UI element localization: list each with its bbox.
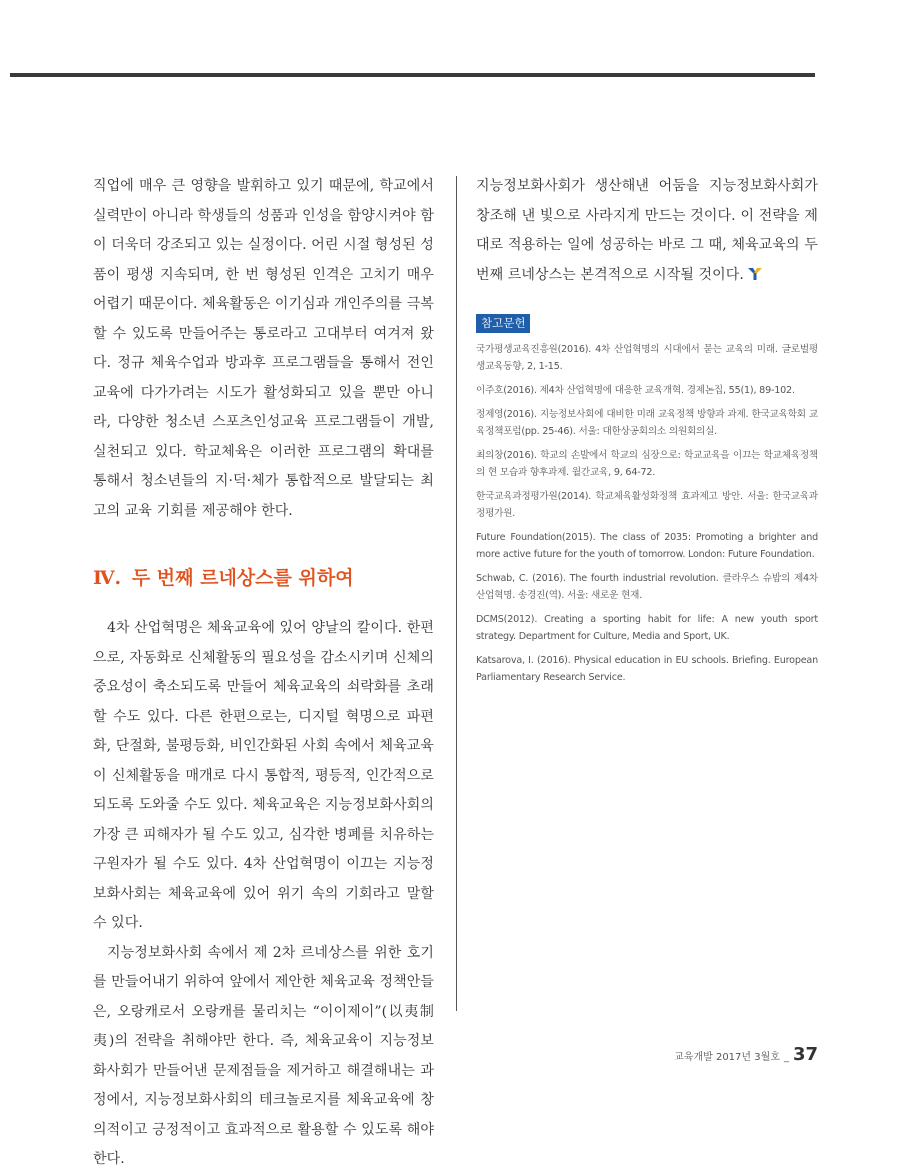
left-paragraph-1: 직업에 매우 큰 영향을 발휘하고 있기 때문에, 학교에서 실력만이 아니라 학생들의 성품과 인성을 함양시켜야 함이 더욱더 강조되고 있는 실정이다. 어린 시절 형성된 성품이 평생 지속되며, 한 번 형성된 인격은 고치기 매우 어렵기 때문이다. 체육활동은 이기심과 개인주의를 극복할 수 있도록 만들어주는 통로라고 고대부터 여겨져 왔다. 정규 체육수업과 방과후 프로그램들을 통해서 전인교육에 다가가려는 시도가 활성화되고 있을 뿐만 아니라, 다양한 청소년 스포츠인성교육 프로그램들이 개발, 실천되고 있다. 학교체육은 이러한 프로그램의 확대를 통해서 청소년들의 지·덕·체가 통합적으로 발달되는 최고의 교육 기회를 제공해야 한다. xyxy=(93,178,434,519)
references-label: 참고문헌 xyxy=(476,314,530,333)
reference-item: 이주호(2016). 제4차 산업혁명에 대응한 교육개혁. 경제논집, 55(1), 89-102. xyxy=(476,385,795,396)
section-title: 두 번째 르네상스를 위하여 xyxy=(131,567,354,589)
reference-item: Future Foundation(2015). The class of 2035: Promoting a brighter and more active future for the youth of tomorrow. London: Future Foundation. xyxy=(476,532,818,560)
right-paragraph-1 xyxy=(476,172,818,290)
reference-item: Schwab, C. (2016). The fourth industrial revolution. 클라우스 슈밥의 제4차 산업혁명. 송경진(역). 서울: 새로운 현재. xyxy=(476,573,818,601)
reference-item: 국가평생교육진흥원(2016). 4차 산업혁명의 시대에서 묻는 교육의 미래. 글로벌평생교육동향, 2, 1-15. xyxy=(476,344,818,372)
top-rule xyxy=(10,73,815,77)
references-list xyxy=(476,341,818,686)
footer-separator: _ xyxy=(783,1052,789,1063)
reference-item: DCMS(2012). Creating a sporting habit for life: A new youth sport strategy. Department for Culture, Media and Sport, UK. xyxy=(476,614,818,642)
left-paragraph-2: 4차 산업혁명은 체육교육에 있어 양날의 칼이다. 한편으로, 자동화로 신체활동의 필요성을 감소시키며 신체의 중요성이 축소되도록 만들어 체육교육의 쇠락화를 초래할 수도 있다. 다른 한편으로는, 디지털 혁명으로 파편화, 단절화, 불평등화, 비인간화된 사회 속에서 체육교육이 신체활동을 매개로 다시 통합적, 평등적, 인간적으로 되도록 도와줄 수도 있다. 체육교육은 지능정보화사회의 가장 큰 피해자가 될 수도 있고, 심각한 병폐를 치유하는 구원자가 될 수도 있다. 4차 산업혁명이 이끄는 지능정보화사회는 체육교육에 있어 위기 속의 기회라고 말할 수 있다. xyxy=(93,620,434,931)
section-heading xyxy=(93,566,434,590)
journal-name: 교육개발 2017년 3월호 xyxy=(674,1052,780,1063)
column-divider xyxy=(456,176,457,1011)
left-paragraph-3: 지능정보화사회 속에서 제 2차 르네상스를 위한 호기를 만들어내기 위하여 앞에서 제안한 체육교육 정책안들은, 오랑캐로서 오랑캐를 물리치는 “이이제이”(以夷制夷)의 전략을 취해야만 한다. 즉, 체육교육이 지능정보화사회가 만들어낸 문제점들을 제거하고 해결해내는 과정에서, 지능정보화사회의 테크놀로지를 체육교육에 창의적이고 긍정적이고 효과적으로 활용할 수 있도록 해야 한다. xyxy=(93,944,434,1167)
reference-item: 한국교육과정평가원(2014). 학교체육활성화정책 효과제고 방안. 서울: 한국교육과정평가원. xyxy=(476,491,818,519)
page-footer xyxy=(674,1044,818,1065)
right-column xyxy=(476,172,818,693)
page-number: 37 xyxy=(792,1044,818,1065)
right-paragraph-1-text: 지능정보화사회가 생산해낸 어둠을 지능정보화사회가 창조해 낸 빛으로 사라지게 만드는 것이다. 이 전략을 제대로 적용하는 일에 성공하는 바로 그 때, 체육교육의 두 번째 르네상스는 본격적으로 시작될 것이다. xyxy=(476,178,818,283)
reference-item: 최의창(2016). 학교의 손발에서 학교의 심장으로: 학교교육을 이끄는 학교체육정책의 현 모습과 향후과제. 월간교육, 9, 64-72. xyxy=(476,450,818,478)
left-column xyxy=(93,172,434,1175)
end-of-article-icon xyxy=(747,265,763,281)
section-number: Ⅳ. xyxy=(93,567,122,589)
reference-item: Katsarova, I. (2016). Physical education in EU schools. Briefing. European Parliamentary Research Service. xyxy=(476,655,818,683)
reference-item: 정제영(2016). 지능정보사회에 대비한 미래 교육정책 방향과 과제. 한국교육학회 교육정책포럼(pp. 25-46). 서울: 대한상공회의소 의원회의실. xyxy=(476,409,818,437)
